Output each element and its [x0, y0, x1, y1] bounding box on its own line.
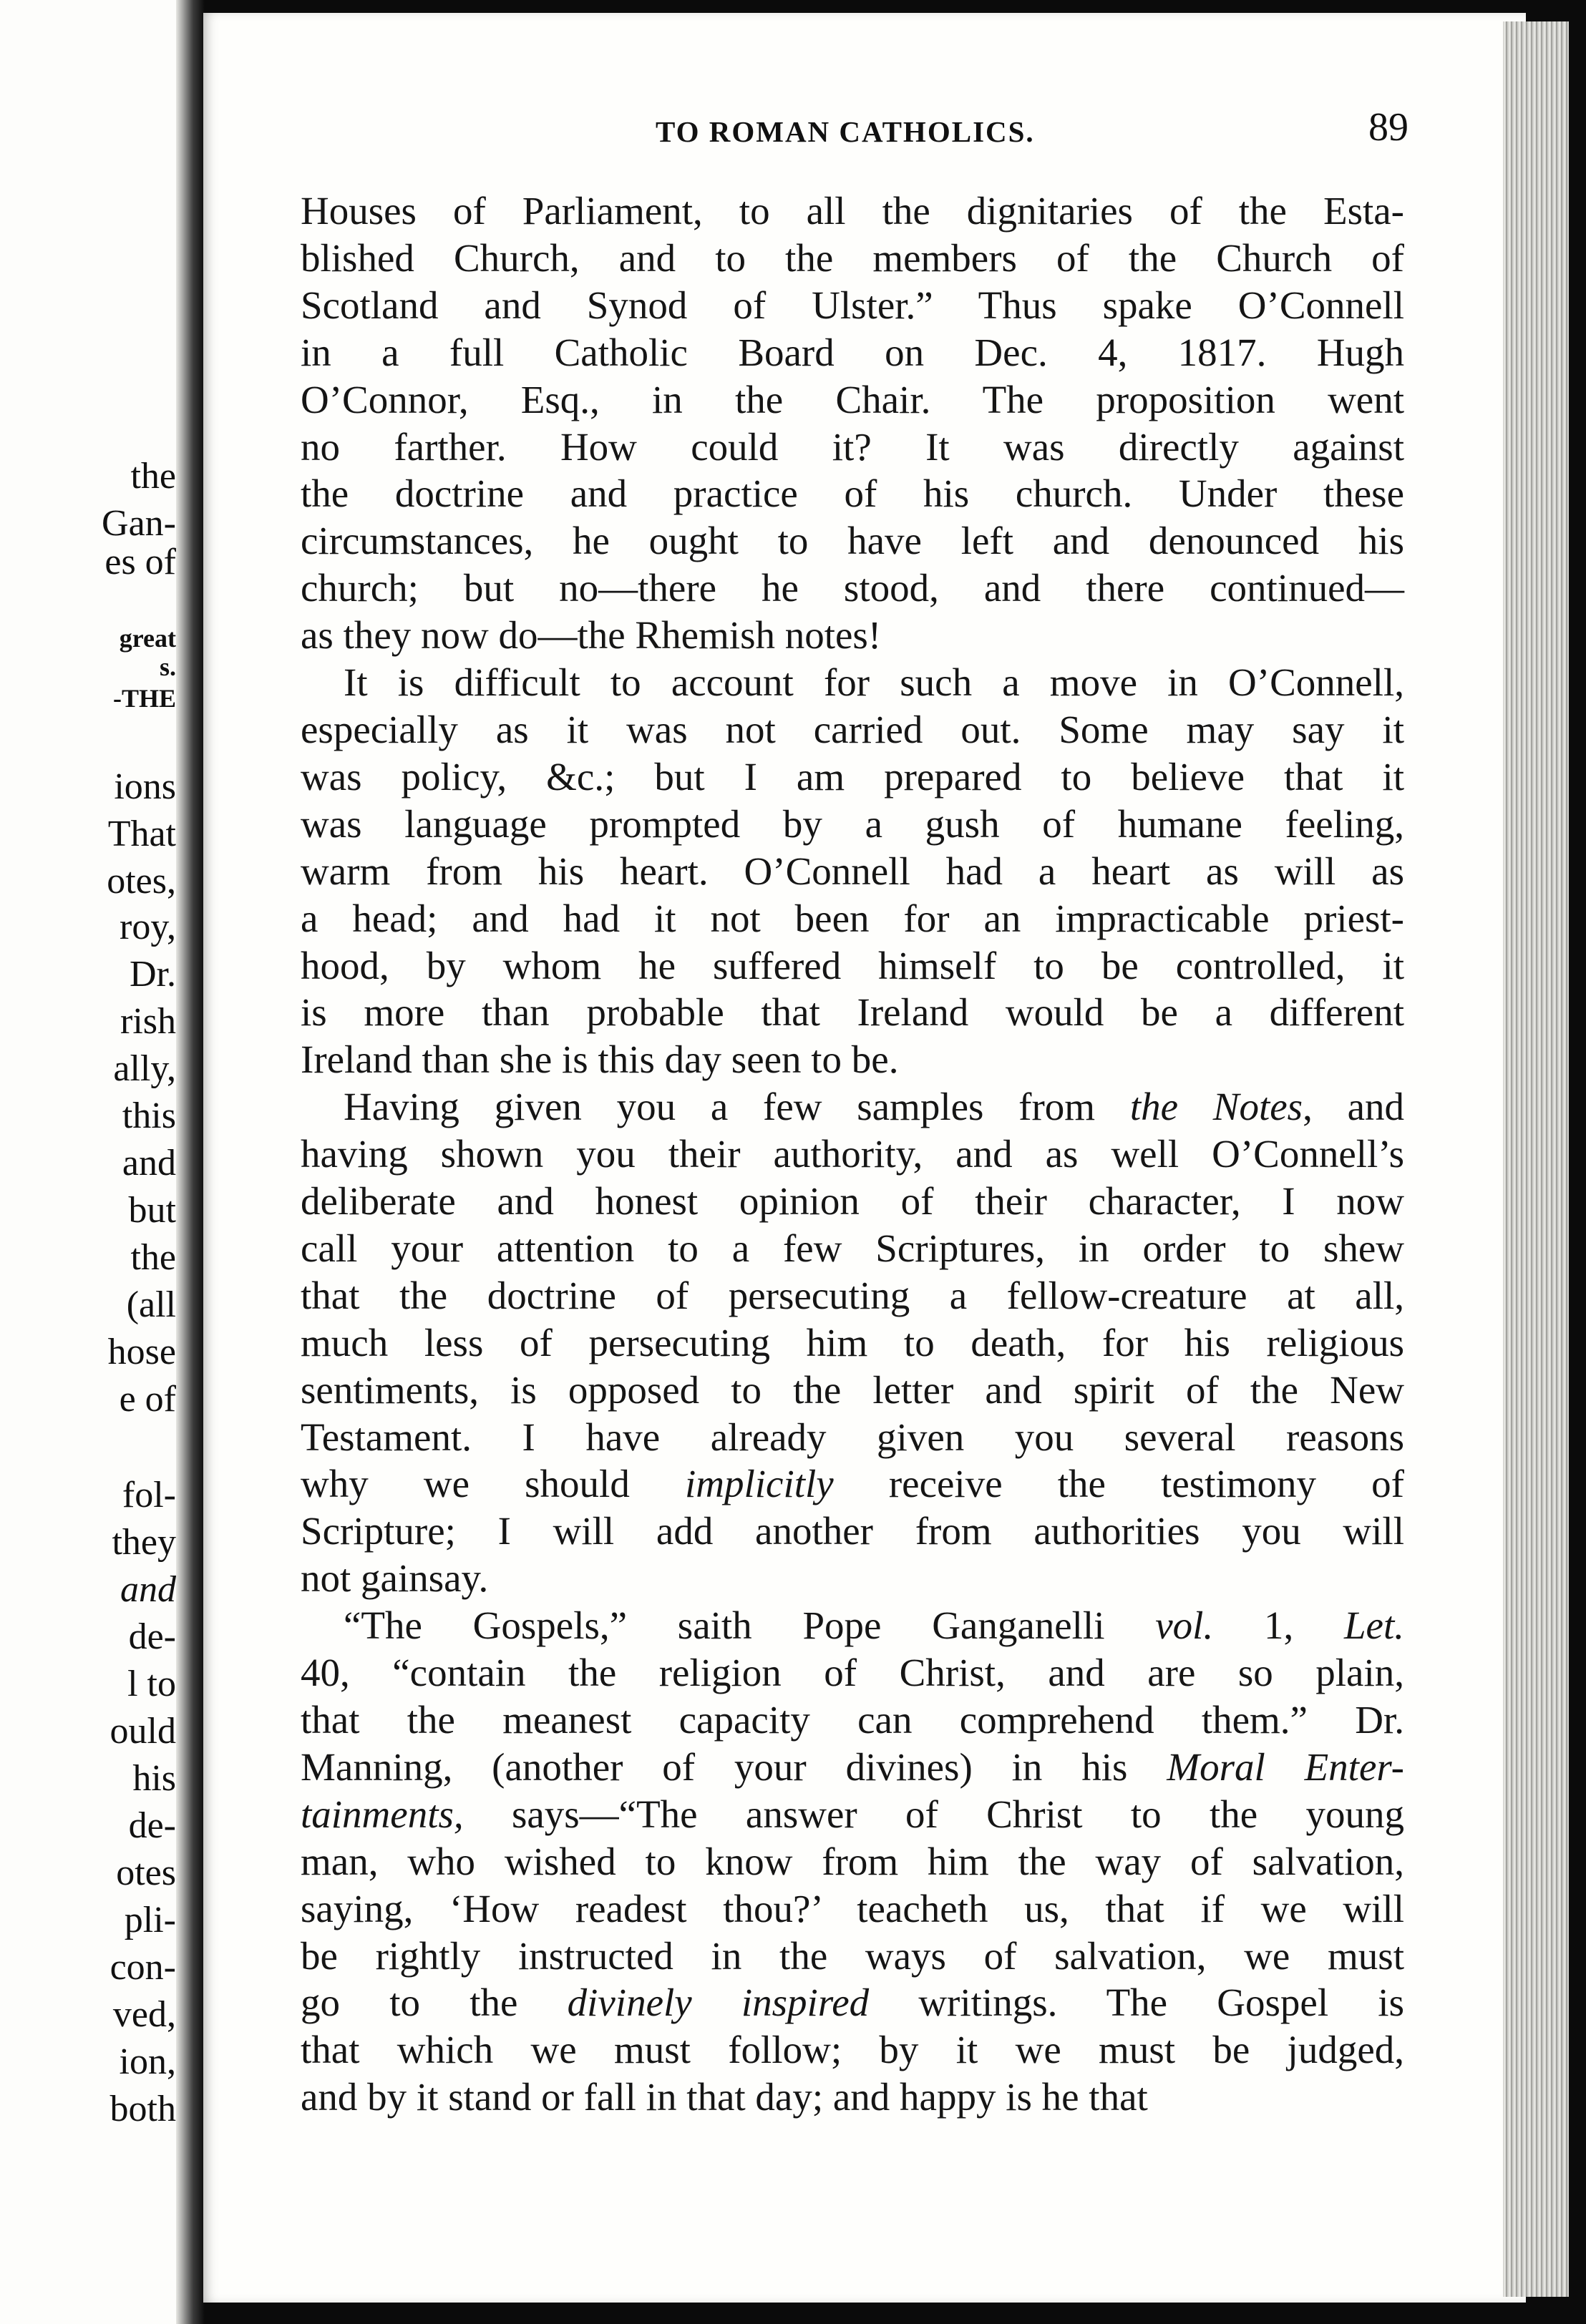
text-line: man, who wished to know from him the way of salvation,: [301, 1839, 1404, 1883]
text-line: no farther. How could it? It was directly against: [301, 424, 1404, 469]
text-line: was policy, &c.; but I am prepared to believe that it: [301, 754, 1404, 799]
text-line: not gainsay.: [301, 1556, 489, 1601]
text-line: especially as it was not carried out. Some may say it: [301, 707, 1404, 751]
text-line: “The Gospels,” saith Pope Ganganelli vol. 1, Let.: [344, 1603, 1404, 1648]
text-line: Having given you a few samples from the Notes, and: [344, 1085, 1404, 1129]
text-line: church; but no—there he stood, and there continued—: [301, 566, 1404, 610]
left-page-fragment: s.: [159, 653, 176, 681]
running-head: TO ROMAN CATHOLICS.: [656, 115, 1035, 148]
left-page-fragment: -THE: [112, 684, 176, 713]
left-page-fragment: both: [110, 2089, 176, 2129]
left-page-fragment: the: [130, 1237, 176, 1278]
text-line: Ireland than she is this day seen to be.: [301, 1038, 899, 1082]
left-page-fragment: con-: [110, 1947, 176, 1988]
text-line: that which we must follow; by it we must be judged,: [301, 2028, 1404, 2072]
text-line: Scripture; I will add another from authorities you will: [301, 1509, 1404, 1553]
body-text: [301, 187, 1404, 2121]
left-page-fragment: but: [128, 1190, 176, 1231]
text-line: as they now do—the Rhemish notes!: [301, 613, 882, 658]
page-number: 89: [1368, 105, 1409, 150]
text-line: tainments, says—“The answer of Christ to the young: [301, 1792, 1404, 1836]
book-gutter: [176, 0, 205, 2324]
left-page-fragment: and: [122, 1143, 176, 1183]
text-line: the doctrine and practice of his church. Under these: [301, 472, 1404, 516]
left-page-fragment: Dr.: [130, 954, 176, 995]
text-line: blished Church, and to the members of the Church of: [301, 235, 1404, 280]
text-line: in a full Catholic Board on Dec. 4, 1817. Hugh: [301, 330, 1404, 374]
text-line: It is difficult to account for such a move in O’Connell,: [344, 660, 1404, 705]
text-line: deliberate and honest opinion of their character, I now: [301, 1179, 1404, 1224]
text-line: circumstances, he ought to have left and denounced his: [301, 519, 1404, 563]
left-page-fragment: hose: [107, 1332, 176, 1372]
text-line: saying, ‘How readest thou?’ teacheth us, that if we will: [301, 1886, 1404, 1930]
text-line: why we should implicitly receive the testimony of: [301, 1462, 1404, 1506]
left-page-fragment: ould: [110, 1711, 176, 1752]
text-line: be rightly instructed in the ways of salvation, we must: [301, 1933, 1404, 1978]
text-line: Scotland and Synod of Ulster.” Thus spake O’Connell: [301, 283, 1404, 327]
text-line: much less of persecuting him to death, for his religious: [301, 1320, 1404, 1364]
left-page-fragment: otes: [116, 1852, 176, 1893]
left-page-fragment: this: [122, 1095, 176, 1136]
text-line: that the meanest capacity can comprehend them.” Dr.: [301, 1698, 1404, 1742]
text-line: a head; and had it not been for an impracticable priest-: [301, 896, 1404, 940]
left-page-fragment: l to: [127, 1664, 176, 1704]
text-line: and by it stand or fall in that day; and happy is he that: [301, 2075, 1148, 2119]
text-line: hood, by whom he suffered himself to be controlled, it: [301, 943, 1404, 987]
left-facing-page: [0, 0, 185, 2324]
left-page-fragment: ally,: [113, 1048, 176, 1089]
left-page-fragment: (all: [126, 1284, 176, 1325]
text-line: Manning, (another of your divines) in his Moral Enter-: [301, 1744, 1404, 1789]
text-line: was language prompted by a gush of humane feeling,: [301, 801, 1404, 846]
text-line: is more than probable that Ireland would be a different: [301, 990, 1404, 1035]
text-line: having shown you their authority, and as well O’Connell’s: [301, 1132, 1404, 1176]
text-line: go to the divinely inspired writings. The Gospel is: [301, 1981, 1404, 2025]
left-page-fragment: otes,: [107, 861, 176, 902]
page-edges: [1503, 21, 1569, 2297]
left-page-fragment: de-: [128, 1805, 176, 1846]
left-page-fragment: they: [112, 1522, 176, 1563]
left-page-fragment: great: [119, 624, 176, 653]
left-page-fragment: ved,: [112, 1994, 176, 2035]
text-line: O’Connor, Esq., in the Chair. The proposition went: [301, 377, 1404, 421]
left-page-fragment: pli-: [124, 1900, 176, 1940]
left-page-fragment: e of: [119, 1379, 176, 1420]
left-page-fragment: ions: [114, 766, 176, 807]
text-line: Houses of Parliament, to all the dignitaries of the Esta-: [301, 189, 1404, 233]
left-page-fragment: de-: [128, 1616, 176, 1657]
left-page-fragment: That: [107, 814, 176, 854]
left-page-fragment: rish: [120, 1001, 176, 1042]
text-line: that the doctrine of persecuting a fellow-creature at all,: [301, 1273, 1404, 1317]
left-page-fragment: and: [120, 1569, 176, 1610]
text-line: sentiments, is opposed to the letter and spirit of the New: [301, 1367, 1404, 1412]
text-line: call your attention to a few Scriptures, in order to shew: [301, 1226, 1404, 1270]
left-page-fragment: es of: [104, 542, 176, 582]
left-page-fragment: Gan-: [102, 503, 176, 544]
text-line: Testament. I have already given you several reasons: [301, 1415, 1404, 1459]
left-page-fragment: roy,: [120, 907, 176, 947]
left-page-fragment: his: [132, 1758, 176, 1799]
text-line: warm from his heart. O’Connell had a heart as will as: [301, 849, 1404, 893]
left-page-fragment: the: [130, 456, 176, 497]
text-line: 40, “contain the religion of Christ, and are so plain,: [301, 1651, 1404, 1695]
left-page-fragment: fol-: [122, 1475, 176, 1515]
left-page-fragment: ion,: [119, 2041, 176, 2082]
